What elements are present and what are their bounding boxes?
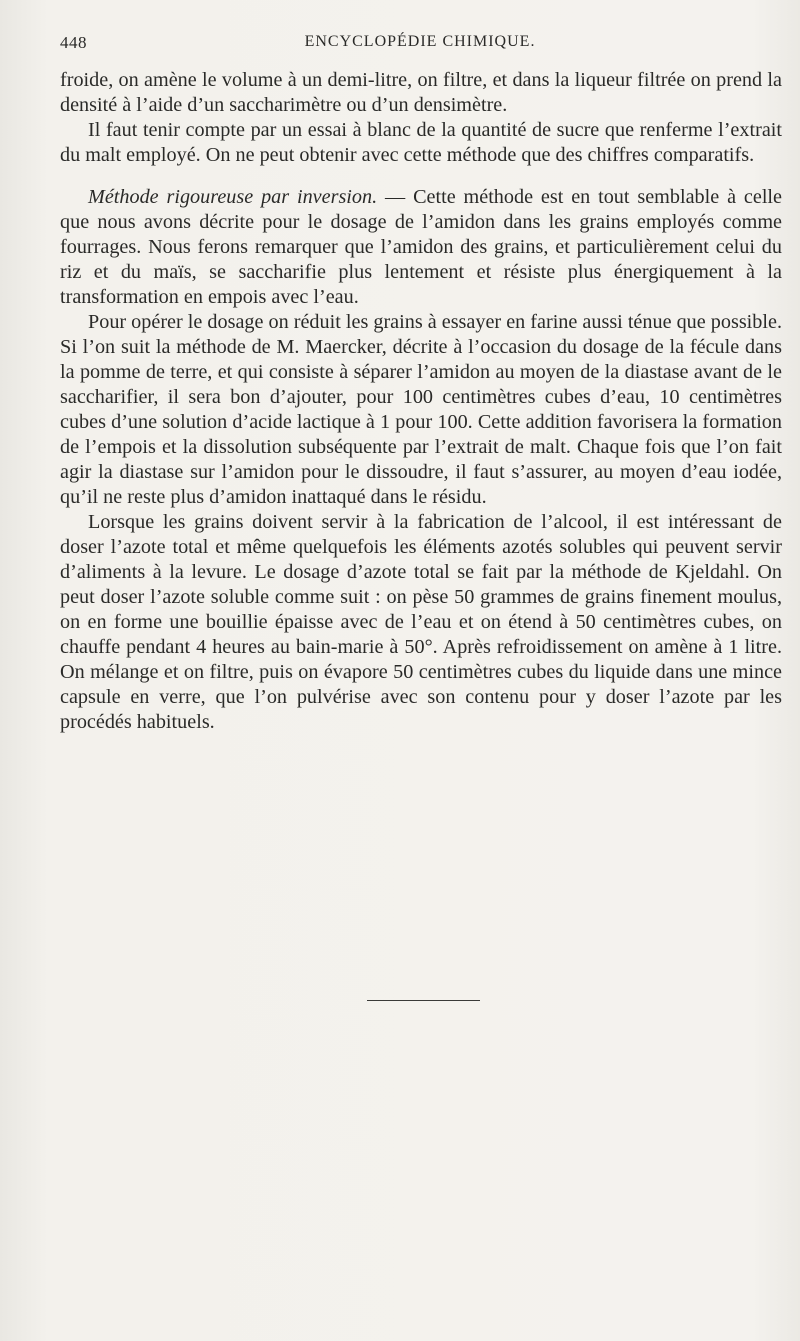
paragraph-continuation: froide, on amène le volume à un demi-litre, on filtre, et dans la liqueur filtrée on prend la densité à l’aide d’un saccharimètre ou d’un densimètre. bbox=[60, 69, 782, 116]
page-number: 448 bbox=[60, 33, 87, 52]
method-heading: Méthode rigoureuse par inversion. bbox=[88, 186, 378, 208]
running-title: ENCYCLOPÉDIE CHIMIQUE. bbox=[304, 33, 536, 50]
page-header bbox=[60, 33, 780, 57]
paragraph: Lorsque les grains doivent servir à la fabrication de l’alcool, il est intéressant de doser l’azote total et même quelquefois les éléments azotés solubles qui peuvent servir d’aliments à la levure. Le dosage d’azote total se fait par la méthode de Kjeldahl. On peut doser l’azote soluble comme suit : on pèse 50 grammes de grains finement moulus, on en forme une bouillie épaisse avec de l’eau et on étend à 50 centimètres cubes, on chauffe pendant 4 heures au bain-marie à 50°. Après refroidissement on amène à 1 litre. On mélange et on filtre, puis on évapore 50 centimètres cubes du liquide dans une mince capsule en verre, que l’on pulvérise avec son contenu pour y doser l’azote par les procédés habituels. bbox=[60, 511, 782, 733]
paragraph: Il faut tenir compte par un essai à blanc de la quantité de sucre que renferme l’extrait du malt employé. On ne peut obtenir avec cette méthode que des chiffres comparatifs. bbox=[60, 119, 782, 166]
method-text: — Cette méthode est en tout semblable à celle que nous avons décrite pour le dosage de l’amidon dans les grains employés comme fourrages. Nous ferons remarquer que l’amidon des grains, et particulièrement celui du riz et du maïs, se saccharifie plus lentement et résiste plus énergiquement à la transformation en empois avec l’eau. bbox=[60, 186, 782, 308]
end-rule bbox=[367, 1000, 480, 1001]
paragraph-method bbox=[60, 185, 782, 310]
paragraph: Pour opérer le dosage on réduit les grains à essayer en farine aussi ténue que possible. Si l’on suit la méthode de M. Maercker, décrite à l’occasion du dosage de la fécule dans la pomme de terre, et qui consiste à séparer l’amidon au moyen de la diastase avant de le saccharifier, il sera bon d’ajouter, pour 100 centimètres cubes d’eau, 10 centimètres cubes d’une solution d’acide lactique à 1 pour 100. Cette addition favorisera la formation de l’empois et la dissolution subséquente par l’extrait de malt. Chaque fois que l’on fait agir la diastase sur l’amidon pour le dissoudre, il faut s’assurer, au moyen d’eau iodée, qu’il ne reste plus d’amidon inattaqué dans le résidu. bbox=[60, 311, 783, 508]
page-body bbox=[60, 68, 782, 735]
